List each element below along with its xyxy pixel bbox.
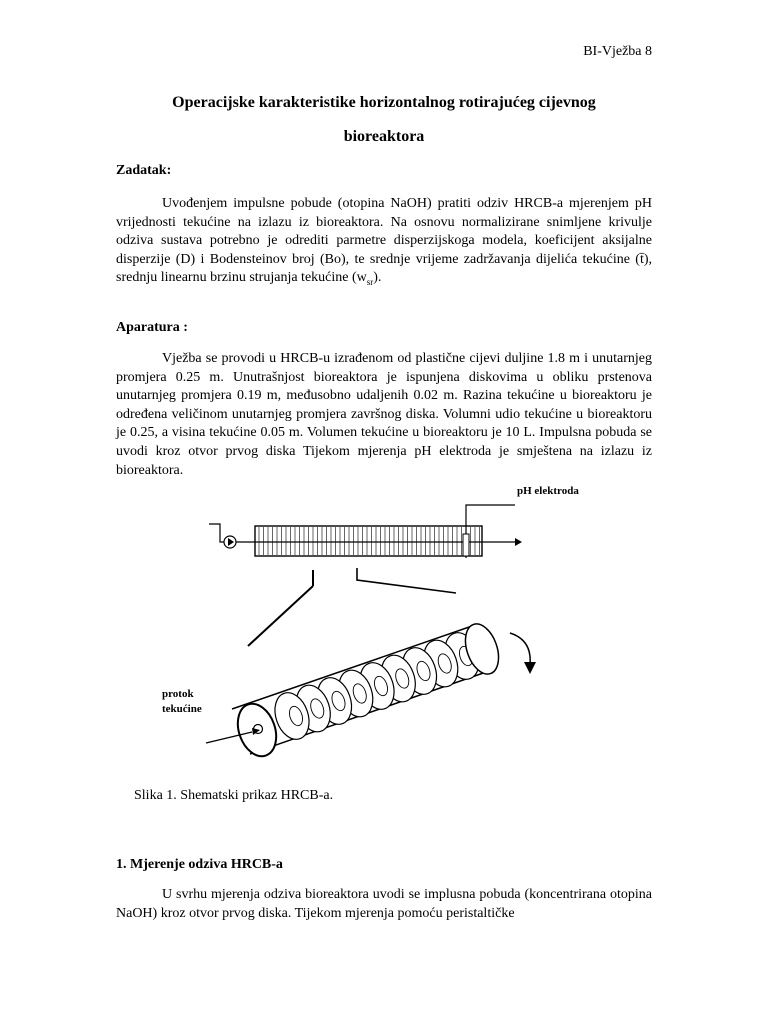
figure-caption: Slika 1. Shematski prikaz HRCB-a.: [134, 788, 334, 803]
aparatura-heading: Aparatura :: [116, 320, 188, 335]
rotation-arc: [510, 633, 530, 664]
subscript-sr: sr: [366, 277, 374, 288]
flow-label-line-1: protok: [162, 688, 194, 700]
section1-paragraph: U svrhu mjerenja odziva bioreaktora uvodi se implusna pobuda (koncentrirana otopina NaOH) kroz otvor prvog diska. Tijekom mjerenja pomoću peristaltičke: [116, 887, 652, 921]
zadatak-heading: Zadatak:: [116, 163, 172, 178]
outlet-arrow-icon: [515, 538, 522, 546]
reactor-3d-disks: [269, 628, 485, 744]
aparatura-paragraph: Vježba se provodi u HRCB-u izrađenom od plastične cijevi duljine 1.8 m i unutarnjeg promjera 0.25 m. Unutrašnjost bioreaktora je ispunjena diskovima u obliku prstenova unutarnjeg promjera 0.19 m, međusobno udaljenih 0.02 m. Razina tekućine u bioreaktoru je određena veličinom unutarnjeg promjera završnog diska. Volumni udio tekućine u bioreaktoru je 0.25, a visina tekućine 0.05 m. Volumen tekućine u bioreaktoru je 10 L. Impulsna pobuda se uvodi kroz otvor prvog diska Tijekom mjerenja pH elektroda je smještena na izlazu iz bioreaktora.: [116, 351, 652, 478]
page-header: BI-Vježba 8: [583, 44, 652, 59]
ph-electrode-label: pH elektroda: [517, 485, 579, 497]
zoom-line-right: [357, 568, 456, 593]
inlet-line: [209, 524, 224, 542]
flow-label-line-2: tekućine: [162, 703, 202, 715]
section1-heading: 1. Mjerenje odziva HRCB-a: [116, 857, 283, 872]
hrcb-diagram: [0, 476, 768, 776]
rotation-arrow-icon: [524, 662, 536, 674]
title-line-2: bioreaktora: [343, 128, 425, 145]
tbar-symbol: t̄: [639, 251, 644, 267]
document-title: [116, 86, 652, 154]
zadatak-text-end: ).: [373, 270, 382, 286]
title-line-1: Operacijske karakteristike horizontalnog rotirajućeg cijevnog: [172, 94, 596, 111]
ph-electrode-icon: [463, 534, 469, 556]
zoom-line-left: [248, 586, 313, 646]
zadatak-text-middle: ), srednju linearnu brzinu strujanja tekućine (w: [116, 251, 652, 286]
reactor-3d-tube: [231, 620, 504, 762]
zadatak-text-start: Uvođenjem impulsne pobude (otopina NaOH) pratiti odziv HRCB-a mjerenjem pH vrijednosti tekućine na izlazu iz bioreaktora. Na osnovu normalizirane snimljene krivulje odziva sustava potrebno je odrediti parmetre disperzijskoga modela, koeficijent aksijalne disperzije (D) i Bodensteinov broj (Bo), te srednje vrijeme zadržavanja dijelića tekućine (: [116, 196, 652, 267]
zadatak-paragraph: [116, 195, 652, 292]
